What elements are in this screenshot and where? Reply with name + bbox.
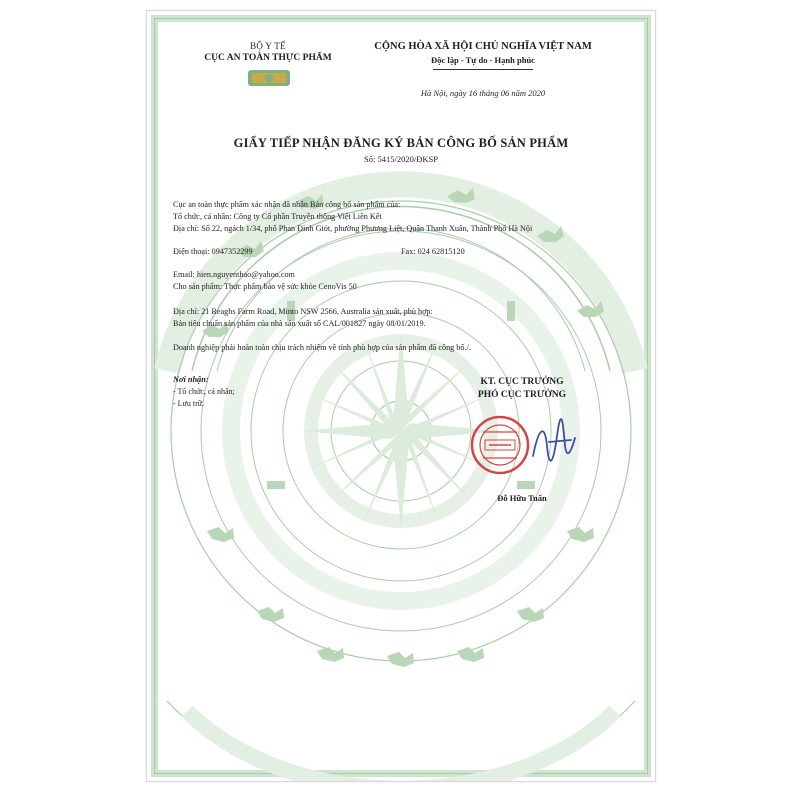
official-stamp-icon [469, 414, 531, 476]
email-line: Email: hien.nguyenthao@yahoo.com [173, 270, 295, 279]
signatory-position: PHÓ CỤC TRƯỞNG [477, 390, 567, 400]
recipient-item: - Lưu trữ. [173, 399, 205, 408]
document-title: GIẤY TIẾP NHẬN ĐĂNG KÝ BẢN CÔNG BỐ SẢN PHẨM [233, 136, 569, 150]
motto-underline [433, 69, 533, 70]
place-and-date: Hà Nội, ngày 16 tháng 06 năm 2020 [420, 88, 546, 98]
responsibility-line: Doanh nghiệp phải hoàn toàn chịu trách nhiệm về tính phù hợp của sản phẩm đã công bố./. [173, 343, 471, 352]
national-motto: Độc lập - Tự do - Hạnh phúc [431, 55, 535, 65]
agency-name: CỤC AN TOÀN THỰC PHẨM [204, 53, 332, 63]
ministry-name: BỘ Y TẾ [250, 41, 286, 51]
recipients-title: Nơi nhận: [173, 375, 209, 384]
document-page [146, 10, 656, 782]
phone-line: Điện thoại: 0947352299 [173, 247, 253, 256]
manufacturer-address-line: Địa chỉ: 21 Reaghs Farm Road, Minto NSW 2566, Australia sản xuất, phù hợp: [173, 307, 433, 316]
document-number: Số: 5415/2020/ĐKSP [364, 154, 438, 164]
signatory-title: KT. CỤC TRƯỞNG [480, 377, 564, 387]
agency-logo-icon [247, 67, 291, 89]
national-header: CỘNG HÒA XÃ HỘI CHỦ NGHĨA VIỆT NAM [374, 41, 592, 52]
standard-line: Bản tiêu chuẩn sản phẩm của nhà sản xuất số CAL/001827 ngày 08/01/2019. [173, 319, 426, 328]
handwritten-signature [527, 416, 583, 470]
recipient-item: - Tổ chức, cá nhân; [173, 387, 235, 396]
organization-line: Tổ chức, cá nhân: Công ty Cổ phần Truyền thông Việt Liên Kết [173, 212, 382, 221]
signer-name: Đỗ Hữu Tuấn [497, 493, 547, 503]
address-line: Địa chỉ: Số 22, ngách 1/34, phố Phan Đình Giót, phường Phương Liệt, Quận Thanh Xuân, Thành Phố Hà Nội [173, 224, 533, 233]
product-line: Cho sản phẩm: Thực phẩm bảo vệ sức khỏe CenoVis 50 [173, 282, 357, 291]
fax-line: Fax: 024 62815120 [401, 247, 465, 256]
intro-line: Cục an toàn thực phẩm xác nhận đã nhận Bản công bố sản phẩm của: [173, 200, 401, 209]
